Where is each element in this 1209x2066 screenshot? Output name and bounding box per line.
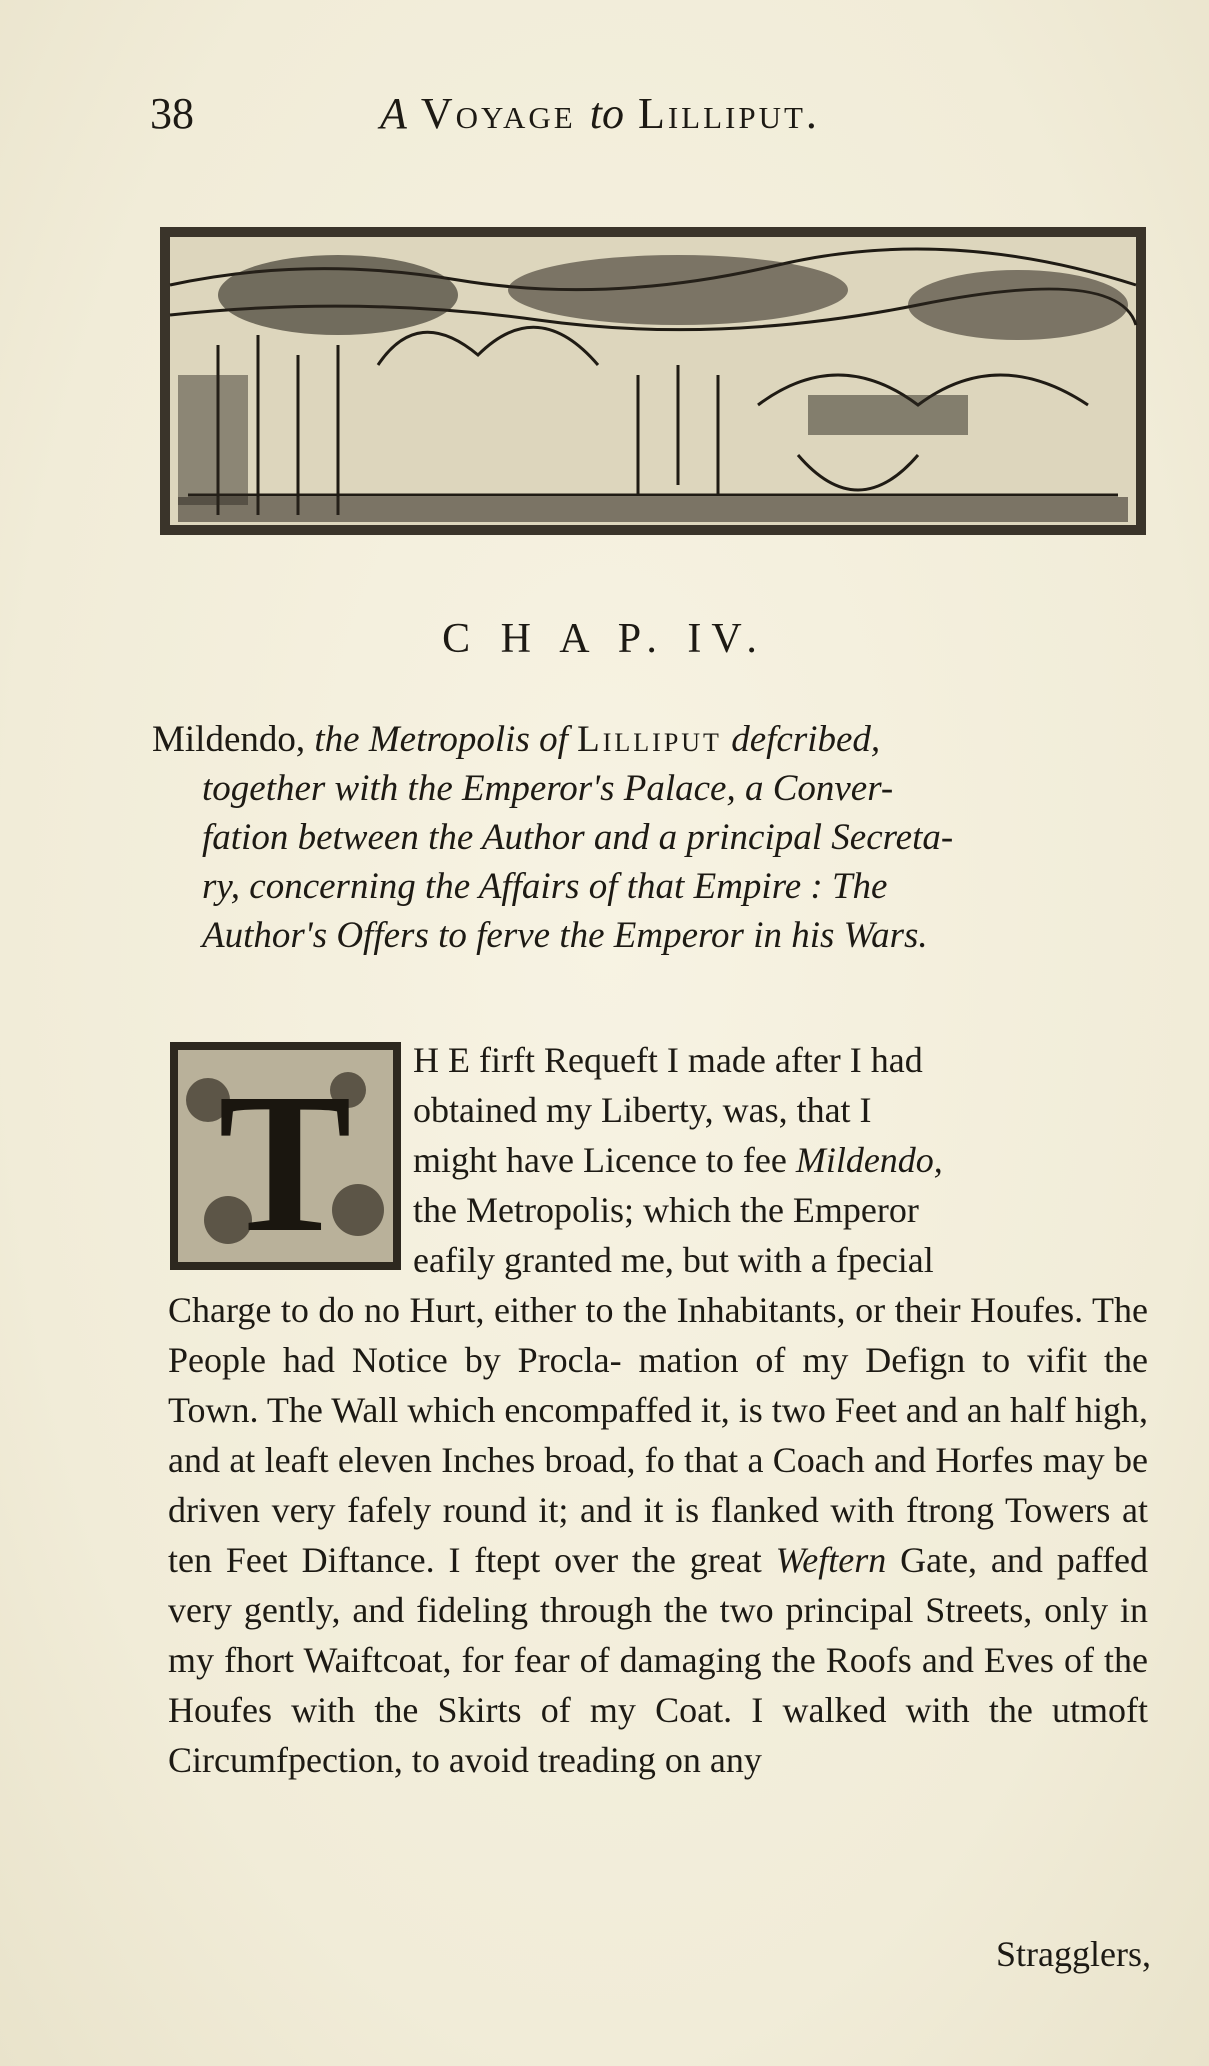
catchword: Stragglers,: [996, 1934, 1151, 1974]
body-line: H E firft Requeft I made after I had: [413, 1040, 923, 1080]
page-number: 38: [150, 89, 194, 138]
summary-line: ry, concerning the Affairs of that Empire : The: [202, 866, 888, 907]
body-text-main: [168, 1035, 1148, 1785]
chapter-summary: [152, 715, 1147, 960]
summary-line: Mildendo, the Metropolis of Lilliput defcribed,: [152, 719, 881, 760]
body-line: eafily granted me, but with a fpecial: [413, 1240, 934, 1280]
svg-text:T: T: [218, 1053, 352, 1272]
body-paragraph: Charge to do no Hurt, either to the Inhabitants, or their Houfes. The People had Notice by Procla- mation of my Defign to vifit the Town. The Wall which encompaffed it, is two Feet and an half high, and at leaft eleven Inches broad, fo that a Coach and Horfes may be driven very fafely round it; and it is flanked with ftrong Towers at ten Feet Diftance. I ftept over the great Weftern Gate, and paffed very gently, and fideling through the two principal Streets, only in my fhort Waiftcoat, for fear of damaging the Roofs and Eves of the Houfes with the Skirts of my Coat. I walked with the utmoft Circumfpection, to avoid treading on any: [168, 1290, 1149, 1780]
running-header: [150, 88, 1070, 148]
body-line: obtained my Liberty, was, that I: [413, 1090, 872, 1130]
body-line: might have Licence to fee Mildendo,: [413, 1140, 943, 1180]
chapter-heading: C H A P. IV.: [442, 616, 767, 662]
body-line: the Metropolis; which the Emperor: [413, 1190, 919, 1230]
summary-line: together with the Emperor's Palace, a Conver-: [202, 768, 894, 809]
summary-line: Author's Offers to ferve the Emperor in his Wars.: [202, 915, 928, 956]
running-title: A Voyage to Lilliput.: [380, 89, 820, 138]
woodcut-landscape-illustration: [158, 225, 1148, 537]
summary-line: fation between the Author and a principal Secreta-: [202, 817, 954, 858]
